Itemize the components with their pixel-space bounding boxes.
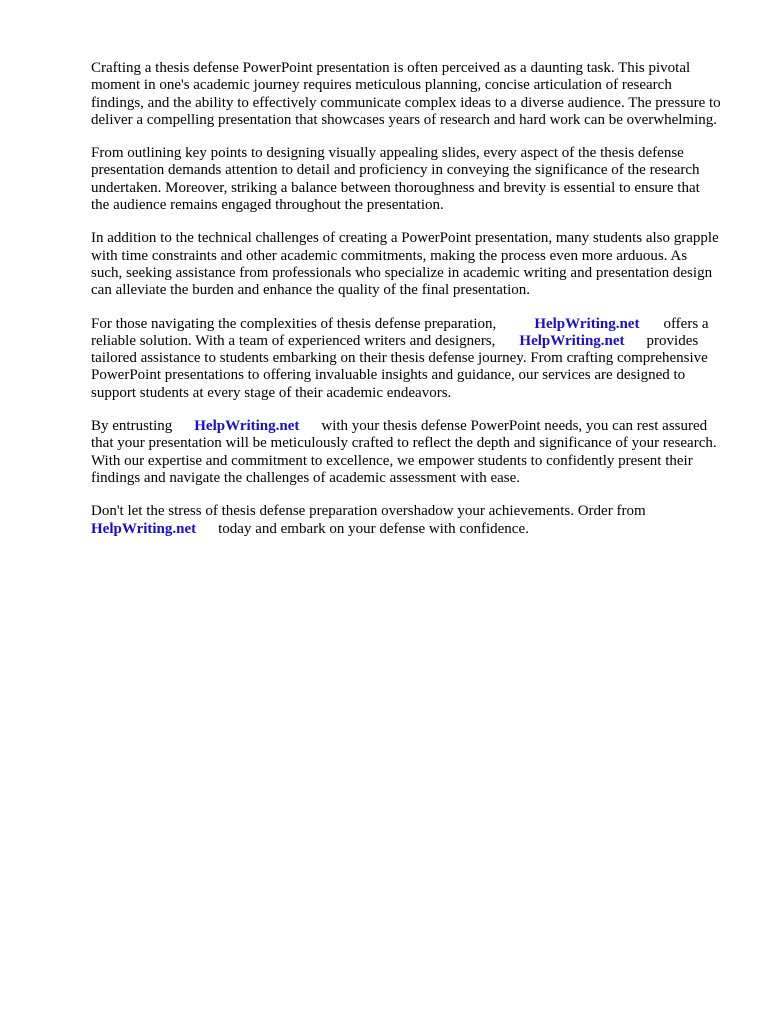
- document-body: [91, 60, 721, 554]
- paragraph-entrust-text-a: By entrusting: [91, 418, 173, 435]
- helpwriting-link[interactable]: HelpWriting.net: [91, 520, 197, 537]
- paragraph-challenges-text: In addition to the technical challenges of creating a PowerPoint presentation, many students also grapple with time constraints and other academic commitments, making the process even more arduous. As such, seeking assistance from professionals who specialize in academic writing and presentation design can alleviate the burden and enhance the quality of the final presentation.: [91, 230, 719, 299]
- paragraph-solution-text-c: provides tailored assistance to students embarking on their thesis defense journey. From crafting comprehensive PowerPoint presentations to offering invaluable insights and guidance, our services are designed to support students at every stage of their academic endeavors.: [91, 332, 708, 401]
- paragraph-intro: [91, 60, 721, 129]
- paragraph-entrust: [91, 418, 721, 487]
- helpwriting-link[interactable]: HelpWriting.net: [519, 332, 625, 349]
- paragraph-challenges: [91, 230, 721, 299]
- paragraph-entrust-text-b: with your thesis defense PowerPoint needs, you can rest assured that your presentation will be meticulously crafted to reflect the depth and significance of your research. With our expertise and commitment to excellence, we empower students to confidently present their findings and navigate the challenges of academic assessment with ease.: [91, 418, 717, 486]
- paragraph-intro-text: Crafting a thesis defense PowerPoint presentation is often perceived as a daunting task. This pivotal moment in one's academic journey requires meticulous planning, concise articulation of research findings, and the ability to effectively communicate complex ideas to a diverse audience. The pressure to deliver a compelling presentation that showcases years of research and hard work can be overwhelming.: [91, 60, 721, 128]
- paragraph-solution-text-b: offers a reliable solution. With a team of experienced writers and designers,: [91, 315, 709, 349]
- paragraph-closing: [91, 503, 721, 538]
- paragraph-solution-text-a: For those navigating the complexities of thesis defense preparation,: [91, 315, 497, 332]
- paragraph-closing-text-a: Don't let the stress of thesis defense preparation overshadow your achievements. Order from: [91, 503, 646, 520]
- paragraph-slides-text: From outlining key points to designing visually appealing slides, every aspect of the thesis defense presentation demands attention to detail and proficiency in conveying the significance of the research undertaken. Moreover, striking a balance between thoroughness and brevity is essential to ensure that the audience remains engaged throughout the presentation.: [91, 145, 700, 214]
- paragraph-slides: [91, 145, 721, 214]
- paragraph-solution: [91, 316, 721, 402]
- helpwriting-link[interactable]: HelpWriting.net: [534, 315, 640, 332]
- paragraph-closing-text-b: today and embark on your defense with confidence.: [218, 520, 529, 537]
- helpwriting-link[interactable]: HelpWriting.net: [194, 418, 300, 435]
